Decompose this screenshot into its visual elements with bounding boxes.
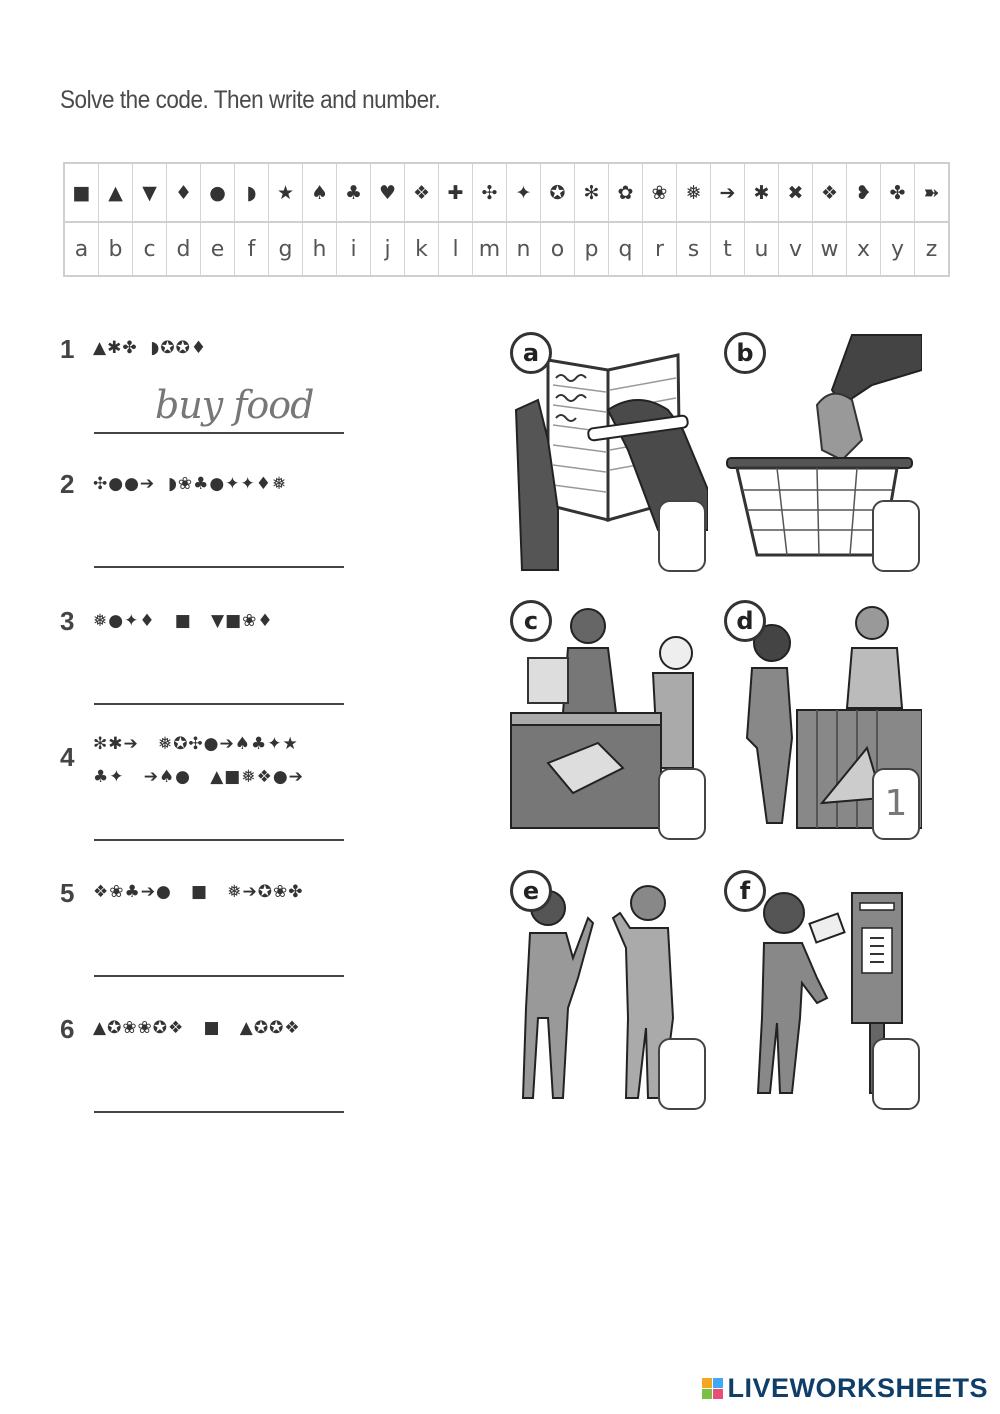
code-letter-cell: u — [745, 222, 779, 276]
code-line: ✣●●➔ ◗❀♣●✦✦♦❅ — [93, 474, 288, 494]
code-symbol-cell: ❥ — [847, 163, 881, 222]
answer-line-4[interactable] — [94, 839, 344, 841]
code-symbol-cell: ➽ — [915, 163, 950, 222]
exercise-code — [93, 605, 274, 638]
code-letter-cell: h — [303, 222, 337, 276]
code-symbol-cell: ✦ — [507, 163, 541, 222]
code-line: ❅●✦♦ ■ ▼■❀♦ — [93, 611, 274, 631]
code-symbol-cell: ▼ — [133, 163, 167, 222]
picture-letter: f — [724, 870, 766, 912]
number-box-f[interactable] — [872, 1038, 920, 1110]
code-symbol-cell: ● — [201, 163, 235, 222]
code-letter-cell: o — [541, 222, 575, 276]
code-letter-cell: b — [99, 222, 133, 276]
picture-d-buy-pizza — [722, 598, 922, 842]
exercise-code — [93, 728, 304, 794]
picture-f-post-letter — [722, 868, 922, 1112]
logo-square — [702, 1389, 712, 1399]
code-letter-cell: r — [643, 222, 677, 276]
code-symbol-cell: ▲ — [99, 163, 133, 222]
code-symbol-cell: ✱ — [745, 163, 779, 222]
code-letter-cell: d — [167, 222, 201, 276]
code-symbol-cell: ✿ — [609, 163, 643, 222]
answer-line-5[interactable] — [94, 975, 344, 977]
answer-line-1[interactable] — [94, 432, 344, 434]
code-symbol-cell: ♥ — [371, 163, 405, 222]
letter-row — [64, 222, 949, 276]
logo-square — [713, 1389, 723, 1399]
number-box-d[interactable]: 1 — [872, 768, 920, 840]
code-letter-cell: c — [133, 222, 167, 276]
instruction: Solve the code. Then write and number. — [60, 86, 441, 114]
code-symbol-cell: ❖ — [813, 163, 847, 222]
answer-line-3[interactable] — [94, 703, 344, 705]
picture-letter: d — [724, 600, 766, 642]
picture-letter: c — [510, 600, 552, 642]
code-line: ❖❀♣➔● ■ ❅➔✪❀✤ — [93, 882, 304, 902]
exercise-number: 5 — [60, 878, 75, 908]
picture-c-buy-book — [508, 598, 708, 842]
exercise-code — [93, 876, 304, 909]
picture-letter: e — [510, 870, 552, 912]
logo-square — [713, 1378, 723, 1388]
logo-square — [702, 1378, 712, 1388]
code-letter-cell: p — [575, 222, 609, 276]
example-answer: buy food — [155, 383, 314, 427]
code-letter-cell: e — [201, 222, 235, 276]
picture-letter: a — [510, 332, 552, 374]
exercise-code — [93, 332, 207, 365]
number-box-c[interactable] — [658, 768, 706, 840]
code-letter-cell: q — [609, 222, 643, 276]
code-line: ✻✱➔ ❅✪✣●➔♠♣✦★ — [93, 734, 299, 754]
number-box-b[interactable] — [872, 500, 920, 572]
code-symbol-cell: ✻ — [575, 163, 609, 222]
code-symbol-cell: ✪ — [541, 163, 575, 222]
code-letter-cell: g — [269, 222, 303, 276]
code-line: ▲✪❀❀✪❖ ■ ▲✪✪❖ — [93, 1018, 301, 1038]
code-letter-cell: m — [473, 222, 507, 276]
code-line: ▲✱✤ ◗✪✪♦ — [93, 338, 208, 358]
code-symbol-cell: ✚ — [439, 163, 473, 222]
code-symbol-cell: ♣ — [337, 163, 371, 222]
code-letter-cell: s — [677, 222, 711, 276]
exercise-number: 3 — [60, 606, 75, 636]
code-symbol-cell: ❖ — [405, 163, 439, 222]
code-letter-cell: j — [371, 222, 405, 276]
code-letter-cell: f — [235, 222, 269, 276]
code-symbol-cell: ❀ — [643, 163, 677, 222]
exercise-code — [93, 1012, 301, 1045]
logo-text: LIVEWORKSHEETS — [727, 1373, 988, 1403]
number-box-a[interactable] — [658, 500, 706, 572]
picture-e-say-hello — [508, 868, 708, 1112]
code-letter-cell: z — [915, 222, 950, 276]
code-letter-cell: k — [405, 222, 439, 276]
exercise-number: 2 — [60, 469, 75, 499]
exercise-number: 1 — [60, 334, 75, 364]
exercise-code — [93, 468, 287, 501]
answer-line-2[interactable] — [94, 566, 344, 568]
code-line: ♣✦ ➔♠● ▲■❅❖●➔ — [93, 767, 304, 787]
code-letter-cell: n — [507, 222, 541, 276]
code-key-table — [63, 162, 950, 277]
code-letter-cell: t — [711, 222, 745, 276]
code-letter-cell: v — [779, 222, 813, 276]
picture-a-write-in-notebook — [508, 330, 708, 574]
code-symbol-cell: ★ — [269, 163, 303, 222]
picture-b-buy-food — [722, 330, 922, 574]
code-symbol-cell: ✣ — [473, 163, 507, 222]
symbol-row — [64, 163, 949, 222]
code-symbol-cell: ♠ — [303, 163, 337, 222]
code-letter-cell: y — [881, 222, 915, 276]
code-letter-cell: x — [847, 222, 881, 276]
picture-letter: b — [724, 332, 766, 374]
liveworksheets-logo — [702, 1373, 988, 1404]
number-box-e[interactable] — [658, 1038, 706, 1110]
code-symbol-cell: ❅ — [677, 163, 711, 222]
code-letter-cell: i — [337, 222, 371, 276]
logo-mark-icon — [702, 1378, 723, 1399]
code-symbol-cell: ➔ — [711, 163, 745, 222]
code-letter-cell: a — [64, 222, 99, 276]
exercise-number: 4 — [60, 742, 75, 772]
code-symbol-cell: ◗ — [235, 163, 269, 222]
code-symbol-cell: ✤ — [881, 163, 915, 222]
answer-line-6[interactable] — [94, 1111, 344, 1113]
code-letter-cell: l — [439, 222, 473, 276]
code-letter-cell: w — [813, 222, 847, 276]
code-symbol-cell: ♦ — [167, 163, 201, 222]
code-symbol-cell: ■ — [64, 163, 99, 222]
code-symbol-cell: ✖ — [779, 163, 813, 222]
exercise-number: 6 — [60, 1014, 75, 1044]
